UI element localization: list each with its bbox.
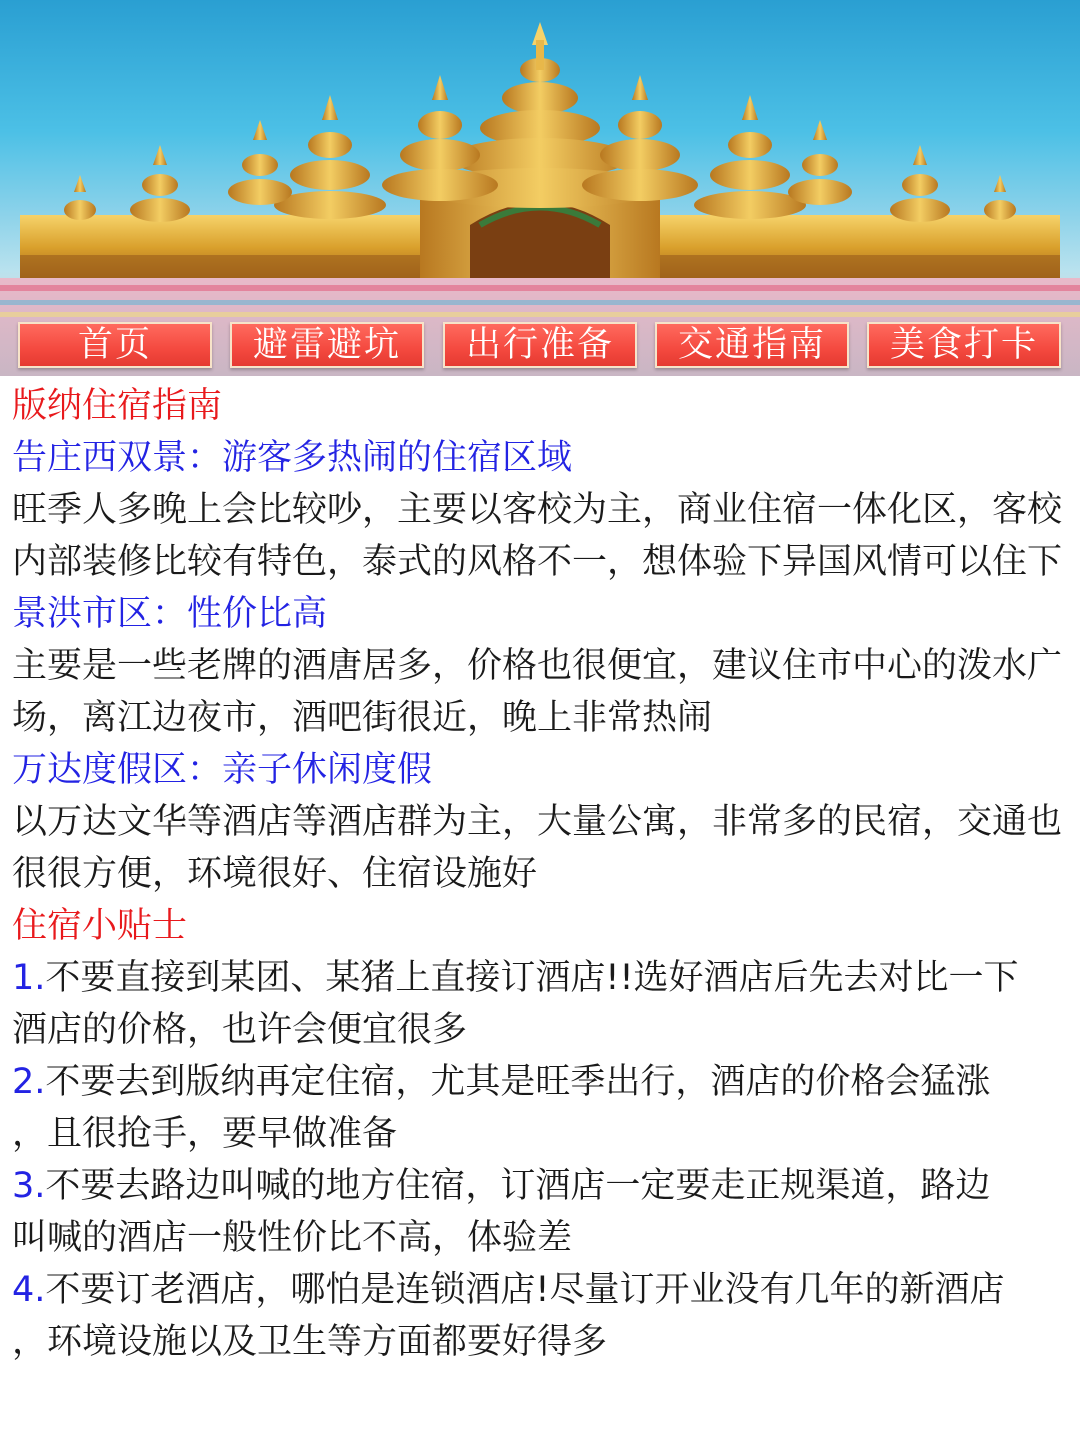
- section-heading-wanda: 万达度假区：亲子休闲度假: [12, 750, 433, 790]
- nav-preparation-button[interactable]: 出行准备: [443, 322, 637, 368]
- tip-number: 1.: [12, 958, 46, 998]
- hero-banner: [0, 0, 1080, 376]
- tip-text: 不要直接到某团、某猪上直接订酒店!!选好酒店后先去对比一下: [45, 958, 1019, 998]
- tip-text: 不要去路边叫喊的地方住宿，订酒店一定要走正规渠道，路边: [45, 1166, 991, 1206]
- nav-pitfalls-button[interactable]: 避雷避坑: [230, 322, 424, 368]
- top-nav: [0, 322, 1080, 370]
- article-title: 版纳住宿指南: [12, 386, 223, 426]
- tips-heading: 住宿小贴士: [12, 906, 188, 946]
- section-body-gaozhuang: 旺季人多晚上会比较吵，主要以客校为主，商业住宿一体化区，客校内部装修比较有特色，泰式的风格不一，想体验下异国风情可以住下: [12, 490, 1063, 582]
- tip-text-continued: ，且很抢手，要早做准备: [12, 1114, 398, 1154]
- section-heading-gaozhuang: 告庄西双景：游客多热闹的住宿区域: [12, 438, 573, 478]
- nav-food-button[interactable]: 美食打卡: [867, 322, 1061, 368]
- article: [12, 380, 1070, 1368]
- section-body-jinghong: 主要是一些老牌的酒唐居多，价格也很便宜，建议住市中心的泼水广场，离江边夜市，酒吧街很近，晚上非常热闹: [12, 646, 1063, 738]
- tip-number: 2.: [12, 1062, 46, 1102]
- nav-home-button[interactable]: 首页: [18, 322, 212, 368]
- section-body-wanda: 以万达文华等酒店等酒店群为主，大量公寓，非常多的民宿，交通也很很方便，环境很好、住宿设施好: [12, 802, 1063, 894]
- section-heading-jinghong: 景洪市区：性价比高: [12, 594, 328, 634]
- tip-text-continued: ，环境设施以及卫生等方面都要好得多: [12, 1322, 608, 1362]
- tip-text: 不要去到版纳再定住宿，尤其是旺季出行，酒店的价格会猛涨: [45, 1062, 991, 1102]
- golden-pagoda-illustration: [0, 0, 1080, 376]
- tip-text: 不要订老酒店，哪怕是连锁酒店!尽量订开业没有几年的新酒店: [45, 1270, 1005, 1310]
- tip-number: 4.: [12, 1270, 46, 1310]
- tip-item: [12, 952, 1070, 1056]
- tip-item: [12, 1264, 1070, 1368]
- tip-text-continued: 叫喊的酒店一般性价比不高，体验差: [12, 1218, 573, 1258]
- tip-number: 3.: [12, 1166, 46, 1206]
- tip-item: [12, 1160, 1070, 1264]
- tip-text-continued: 酒店的价格，也许会便宜很多: [12, 1010, 468, 1050]
- nav-transport-button[interactable]: 交通指南: [655, 322, 849, 368]
- tip-item: [12, 1056, 1070, 1160]
